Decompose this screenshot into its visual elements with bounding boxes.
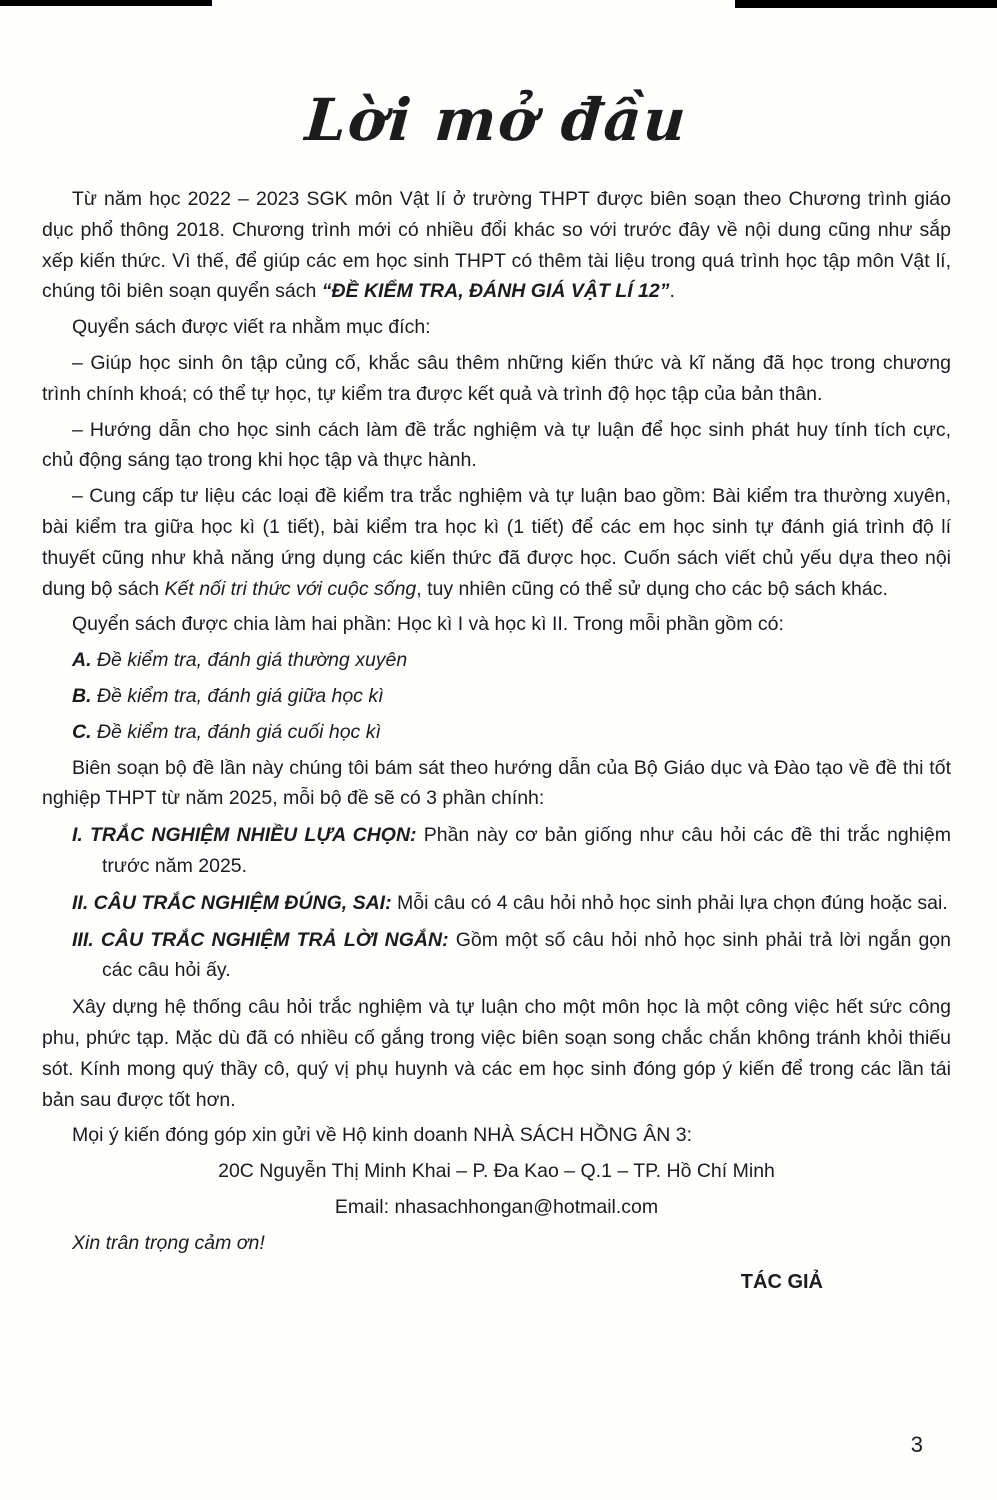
publisher-email: Email: nhasachhongan@hotmail.com — [334, 1195, 659, 1218]
list-item-b — [72, 681, 951, 712]
page-number: 3 — [910, 1432, 923, 1457]
list-item-text: Đề kiểm tra, đánh giá cuối học kì — [91, 720, 381, 743]
paragraph-goal-1: – Giúp học sinh ôn tập củng cố, khắc sâu thêm những kiến thức và kĩ năng đã học trong chương trình chính khoá; có thể tự học, tự kiểm tra được kết quả và trình độ học tập của bản thân. — [42, 351, 951, 405]
list-item-text: Gồm một số câu hỏi nhỏ học sinh phải trả lời ngắn gọn các câu hỏi ấy. — [102, 928, 951, 982]
paragraph-text: . — [669, 280, 675, 303]
paragraph-closing: Xây dựng hệ thống câu hỏi trắc nghiệm và tự luận cho một môn học là một công việc hết sức công phu, phức tạp. Mặc dù đã có nhiều cố gắng trong việc biên soạn song chắc chắn không tránh khỏi thiếu sót. Kính mong quý thầy cô, quý vị phụ huynh và các em học sinh đóng góp ý kiến để trong các lần tái bản sau được tốt hơn. — [42, 996, 951, 1111]
list-item-roman-3 — [42, 925, 951, 987]
paragraph-goal-2: – Hướng dẫn cho học sinh cách làm đề trắc nghiệm và tự luận để học sinh phát huy tính tích cực, chủ động sáng tạo trong khi học tập và thực hành. — [42, 418, 951, 472]
list-item-label: C. — [72, 720, 92, 743]
paragraph-thanks: Xin trân trọng cảm ơn! — [72, 1231, 265, 1254]
series-title: Kết nối tri thức với cuộc sống — [164, 577, 417, 600]
book-title: “ĐỀ KIỂM TRA, ĐÁNH GIÁ VẬT LÍ 12” — [321, 280, 670, 303]
list-item-label: II. CÂU TRẮC NGHIỆM ĐÚNG, SAI: — [72, 891, 392, 914]
paragraph-structure: Quyển sách được chia làm hai phần: Học kì I và học kì II. Trong mỗi phần gồm có: — [72, 613, 784, 636]
scan-artifact-top-left — [0, 0, 212, 6]
paragraph-feedback: Mọi ý kiến đóng góp xin gửi về Hộ kinh doanh NHÀ SÁCH HỒNG ÂN 3: — [72, 1124, 693, 1147]
paragraph-exam-format: Biên soạn bộ đề lần này chúng tôi bám sát theo hướng dẫn của Bộ Giáo dục và Đào tạo về đề thi tốt nghiệp THPT từ năm 2025, mỗi bộ đề sẽ có 3 phần chính: — [42, 756, 951, 810]
paragraph-goal-3 — [42, 481, 951, 604]
author-signature: TÁC GIẢ — [740, 1270, 823, 1293]
list-item-text: Đề kiểm tra, đánh giá thường xuyên — [91, 649, 408, 672]
list-item-roman-1 — [42, 820, 951, 882]
paragraph-text: – Cung cấp tư liệu các loại đề kiểm tra trắc nghiệm và tự luận bao gồm: Bài kiểm tra thường xuyên, bài kiểm tra giữa học kì (1 tiết), bài kiểm tra học kì (1 tiết) để các em học sinh tự đánh giá trình độ lí thuyết cũng như khả năng ứng dụng các kiến thức đã được học. Cuốn sách viết chủ yếu dựa theo nội dung bộ sách — [42, 485, 951, 600]
paragraph-text: , tuy nhiên cũng có thể sử dụng cho các bộ sách khác. — [416, 577, 888, 600]
list-item-label: B. — [72, 684, 92, 707]
paragraph-text: Từ năm học 2022 – 2023 SGK môn Vật lí ở trường THPT được biên soạn theo Chương trình giáo dục phổ thông 2018. Chương trình mới có nhiều đổi khác so với trước đây về nội dung cũng như sắp xếp kiến thức. Vì thế, để giúp các em học sinh THPT có thêm tài liệu trong quá trình học tập môn Vật lí, chúng tôi biên soạn quyển sách — [42, 188, 951, 303]
list-item-roman-2 — [42, 888, 951, 919]
list-item-label: A. — [72, 649, 92, 672]
page-title: Lời mở đầu — [302, 86, 691, 154]
publisher-address: 20C Nguyễn Thị Minh Khai – P. Đa Kao – Q.1 – TP. Hồ Chí Minh — [218, 1160, 775, 1183]
list-item-text: Đề kiểm tra, đánh giá giữa học kì — [91, 684, 384, 707]
list-item-text: Phần này cơ bản giống như câu hỏi các đề thi trắc nghiệm trước năm 2025. — [102, 824, 952, 877]
list-item-label: III. CÂU TRẮC NGHIỆM TRẢ LỜI NGẮN: — [72, 928, 449, 951]
list-item-label: I. TRẮC NGHIỆM NHIỀU LỰA CHỌN: — [72, 824, 417, 847]
paragraph-intro — [42, 184, 951, 307]
list-item-a — [72, 645, 951, 676]
list-item-c — [72, 717, 951, 748]
list-item-text: Mỗi câu có 4 câu hỏi nhỏ học sinh phải lựa chọn đúng hoặc sai. — [391, 891, 948, 914]
paragraph-purpose: Quyển sách được viết ra nhằm mục đích: — [72, 316, 431, 339]
scan-artifact-top-right — [735, 0, 997, 8]
